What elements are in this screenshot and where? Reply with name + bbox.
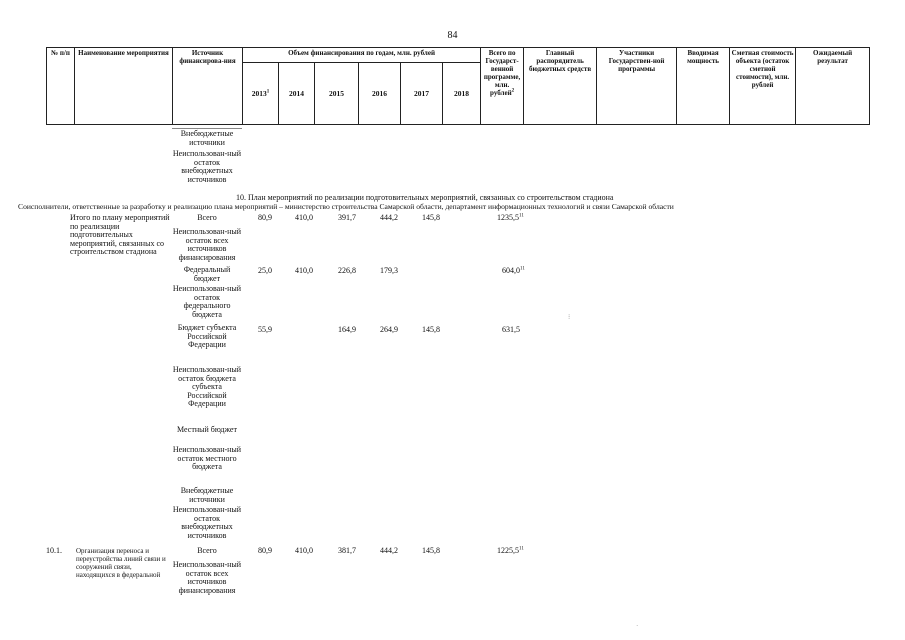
source-label: Всего bbox=[197, 213, 217, 222]
scan-mark: ⁝ bbox=[568, 313, 571, 321]
value-2013: 55,9 bbox=[258, 325, 272, 334]
value-2015: 391,7 bbox=[338, 213, 356, 222]
value-2017: 145,8 bbox=[422, 546, 440, 555]
source-label: Неиспользован-ный остаток федерального бюджета bbox=[172, 284, 242, 319]
table-header bbox=[46, 47, 870, 125]
year-2018-header: 2018 bbox=[443, 63, 481, 125]
value-2013: 80,9 bbox=[258, 213, 272, 222]
value-2013: 25,0 bbox=[258, 266, 272, 275]
col-source-header: Источник финансирова-ния bbox=[173, 48, 243, 125]
section-executors: Соисполнители, ответственные за разработку и реализацию плана мероприятий – министерство строительства Самарской области, департамент информационных технологий и связи Самарской области bbox=[18, 202, 674, 211]
col-name-header: Наименование мероприятия bbox=[75, 48, 173, 125]
col-manager-header: Главный распорядитель бюджетных средств bbox=[524, 48, 597, 125]
source-label: Федеральный бюджет bbox=[183, 265, 231, 283]
value-2016: 444,2 bbox=[380, 546, 398, 555]
source-label: Неиспользован-ный остаток внебюджетных источников bbox=[172, 505, 242, 540]
value-total: 1225,5$^{11}$ bbox=[497, 546, 524, 555]
value-2015: 164,9 bbox=[338, 325, 356, 334]
source-label: Внебюджетные источники bbox=[180, 486, 234, 504]
source-label: Неиспользован-ный остаток бюджета субъекта Российской Федерации bbox=[172, 365, 242, 408]
year-2017-header: 2017 bbox=[401, 63, 443, 125]
source-label: Внебюджетные источники bbox=[180, 129, 234, 147]
value-2015: 381,7 bbox=[338, 546, 356, 555]
col-participants-header: Участники Государствен-ной программы bbox=[597, 48, 677, 125]
year-2014-header: 2014 bbox=[279, 63, 315, 125]
block-total-name: Итого по плану мероприятий по реализации подготовительных мероприятий, связанных со строительством стадиона bbox=[70, 213, 170, 256]
col-num-header: № п/п bbox=[47, 48, 75, 125]
col-total-header: Всего по Государст-венной программе, млн. рублей$^2$ bbox=[481, 48, 524, 125]
value-2015: 226,8 bbox=[338, 266, 356, 275]
col-capacity-header: Вводимая мощность bbox=[677, 48, 730, 125]
value-2016: 179,3 bbox=[380, 266, 398, 275]
source-label: Всего bbox=[197, 546, 217, 555]
year-2016-header: 2016 bbox=[359, 63, 401, 125]
column-divider bbox=[172, 128, 242, 129]
value-2014: 410,0 bbox=[295, 213, 313, 222]
source-label: Неиспользован-ный остаток всех источников финансирования bbox=[172, 227, 242, 262]
col-volume-header: Объем финансирования по годам, млн. рублей bbox=[243, 48, 481, 63]
source-label: Бюджет субъекта Российской Федерации bbox=[177, 323, 237, 349]
value-2014: 410,0 bbox=[295, 546, 313, 555]
value-2017: 145,8 bbox=[422, 325, 440, 334]
source-label: Местный бюджет bbox=[177, 425, 237, 434]
source-label: Неиспользован-ный остаток внебюджетных источников bbox=[172, 149, 242, 184]
value-2014: 410,0 bbox=[295, 266, 313, 275]
page-number: 84 bbox=[447, 30, 458, 41]
col-result-header: Ожидаемый результат bbox=[796, 48, 870, 125]
item-name: Организация переноса и переустройства линий связи и сооружений связи, находящихся в федеральной bbox=[76, 547, 166, 579]
scan-mark: · bbox=[636, 622, 639, 630]
year-2013-header: 2013$^1$ bbox=[243, 63, 279, 125]
year-2015-header: 2015 bbox=[315, 63, 359, 125]
value-2017: 145,8 bbox=[422, 213, 440, 222]
col-cost-header: Сметная стоимость объекта (остаток сметной стоимости), млн. рублей bbox=[730, 48, 796, 125]
value-2016: 444,2 bbox=[380, 213, 398, 222]
source-label: Неиспользован-ный остаток местного бюджета bbox=[172, 445, 242, 471]
item-number: 10.1. bbox=[46, 546, 62, 555]
value-total: 631,5 bbox=[502, 325, 520, 334]
value-total: 1235,5$^{11}$ bbox=[497, 213, 524, 222]
section-title: 10. План мероприятий по реализации подготовительных мероприятий, связанных со строительством стадиона bbox=[236, 193, 614, 202]
value-2013: 80,9 bbox=[258, 546, 272, 555]
value-2016: 264,9 bbox=[380, 325, 398, 334]
source-label: Неиспользован-ный остаток всех источников финансирования bbox=[172, 560, 242, 595]
value-total: 604,0$^{11}$ bbox=[502, 266, 525, 275]
